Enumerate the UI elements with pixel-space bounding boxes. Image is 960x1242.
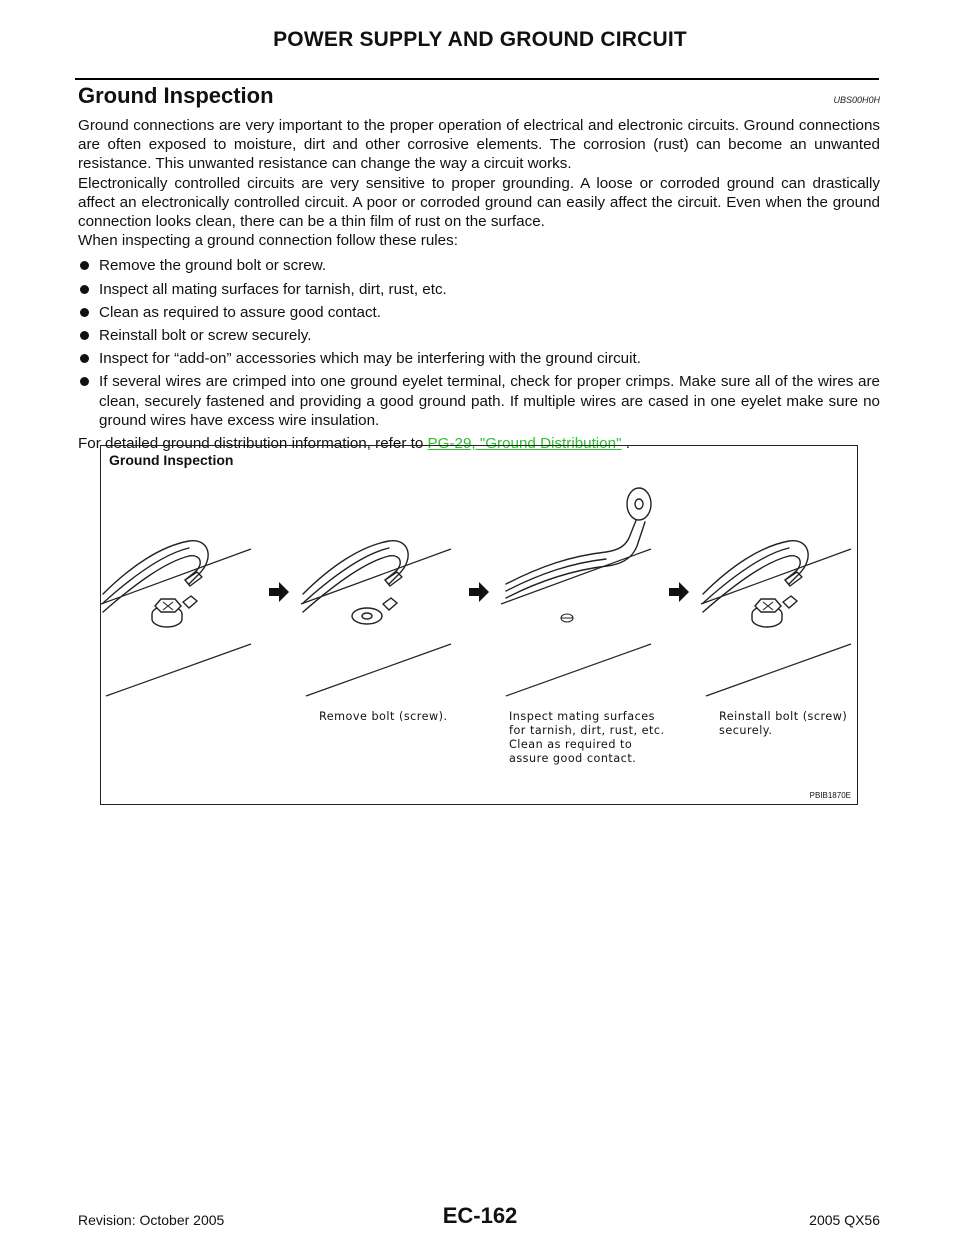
bullet-icon [80,285,89,294]
rule-text: Remove the ground bolt or screw. [99,257,327,275]
paragraph-electronic-sensitivity: Electronically controlled circuits are very sensitive to proper grounding. A loose or corroded ground can drastically affect an electronically controlled circuit. A poor or corroded ground can easily affect the circuit. Even when the ground connection looks clean, there can be a thin film of rust on the surface. [78,174,880,231]
ground-inspection-figure [100,445,858,805]
arrow-right-icon [469,582,489,602]
caption-inspect-surfaces: Inspect mating surfaces for tarnish, dirt, rust, etc. Clean as required to assure good contact. [509,710,665,765]
page-header-title: POWER SUPPLY AND GROUND CIRCUIT [273,28,687,51]
rule-item [78,280,880,299]
header-divider [75,78,879,80]
bullet-icon [80,377,89,386]
rule-text: Inspect for “add-on” accessories which may be interfering with the ground circuit. [99,350,641,368]
step-installed-bolt [101,541,251,696]
paragraph-ground-importance: Ground connections are very important to the proper operation of electrical and electronic circuits. Ground connections are often exposed to moisture, dirt and other corrosive elements. The corrosion (rust) can become an unwanted resistance. This unwanted resistance can change the way a circuit works. [78,117,880,173]
rule-text: Clean as required to assure good contact. [99,303,381,321]
inspection-rules-list [78,256,880,430]
reference-suffix: . [621,435,630,453]
step-reinstall-bolt [701,541,851,696]
arrow-right-icon [669,582,689,602]
rule-item [78,349,880,368]
rule-text: If several wires are crimped into one ground eyelet terminal, check for proper crimps. Make sure all of the wires are clean, securely fastened and providing a good ground path. If multiple wires are cased in one eyelet make sure no ground wires have excess wire insulation. [99,373,880,429]
bullet-icon [80,261,89,270]
figure-code: PBIB1870E [809,791,851,800]
section-title: Ground Inspection [78,83,274,108]
rule-item [78,372,880,430]
footer-model: 2005 QX56 [809,1212,880,1228]
step-remove-bolt [301,541,451,696]
rule-item [78,303,880,322]
caption-remove-bolt: Remove bolt (screw). [319,710,448,723]
footer-page-number: EC-162 [442,1203,518,1228]
step-inspect-surfaces [501,488,651,696]
rule-text: Inspect all mating surfaces for tarnish, dirt, rust, etc. [99,280,447,298]
footer-revision: Revision: October 2005 [78,1212,225,1228]
figure-title: Ground Inspection [109,452,234,468]
arrow-right-icon [269,582,289,602]
ground-distribution-link[interactable]: PG-29, "Ground Distribution" [427,435,622,453]
rule-item [78,256,880,275]
paragraph-rules-intro: When inspecting a ground connection follow these rules: [78,232,458,250]
ground-inspection-illustration [101,446,859,806]
rule-item [78,326,880,345]
section-body [78,116,880,453]
bullet-icon [80,331,89,340]
section-code: UBS00H0H [833,95,880,105]
reference-prefix: For detailed ground distribution information, refer to [78,435,428,453]
caption-reinstall-bolt: Reinstall bolt (screw) securely. [719,710,848,737]
rule-text: Reinstall bolt or screw securely. [99,327,312,345]
bullet-icon [80,308,89,317]
bullet-icon [80,354,89,363]
